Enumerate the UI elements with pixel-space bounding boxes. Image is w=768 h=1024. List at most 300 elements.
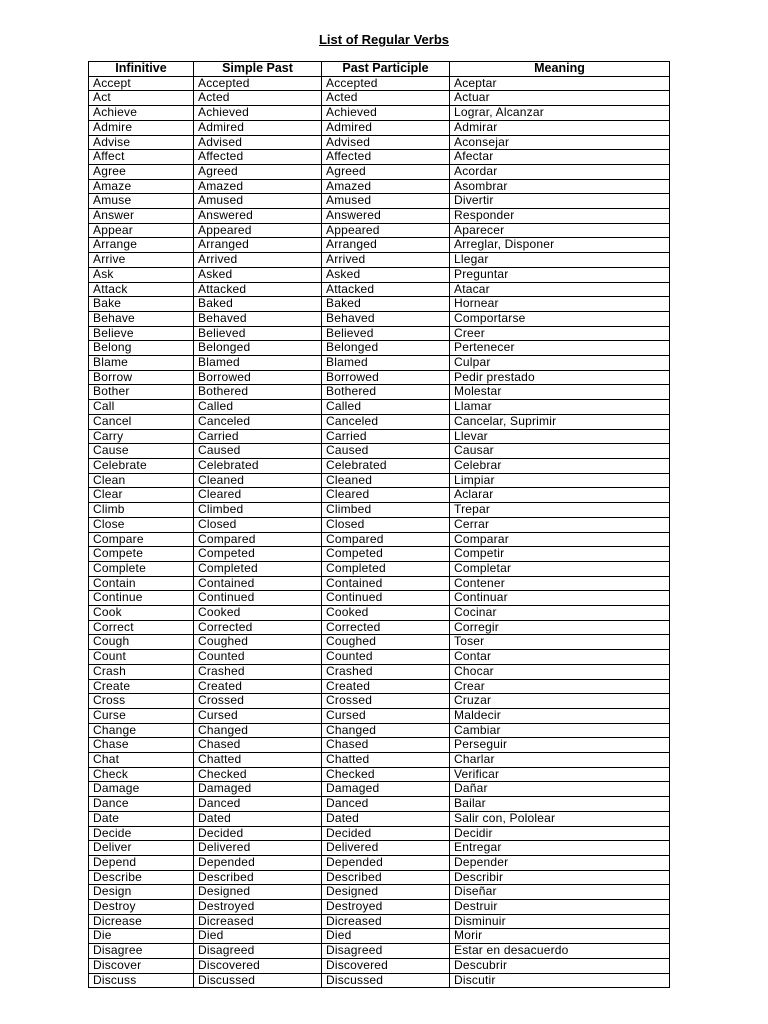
cell-infinitive: Cancel [89,414,194,429]
cell-infinitive: Call [89,400,194,415]
cell-infinitive: Admire [89,120,194,135]
cell-infinitive: Behave [89,311,194,326]
cell-simple-past: Destroyed [194,900,322,915]
cell-simple-past: Closed [194,517,322,532]
table-row [89,753,670,768]
table-row [89,958,670,973]
cell-simple-past: Danced [194,797,322,812]
cell-meaning: Trepar [450,503,670,518]
cell-past-participle: Crashed [322,664,450,679]
cell-past-participle: Answered [322,209,450,224]
cell-past-participle: Dated [322,811,450,826]
cell-infinitive: Decide [89,826,194,841]
table-row [89,179,670,194]
cell-past-participle: Delivered [322,841,450,856]
table-row [89,311,670,326]
table-row [89,606,670,621]
cell-simple-past: Blamed [194,356,322,371]
cell-past-participle: Believed [322,326,450,341]
cell-infinitive: Depend [89,855,194,870]
table-row [89,723,670,738]
cell-past-participle: Coughed [322,635,450,650]
header-infinitive: Infinitive [89,62,194,77]
cell-infinitive: Curse [89,708,194,723]
cell-past-participle: Celebrated [322,458,450,473]
cell-meaning: Toser [450,635,670,650]
cell-infinitive: Clear [89,488,194,503]
cell-past-participle: Climbed [322,503,450,518]
cell-past-participle: Asked [322,267,450,282]
cell-meaning: Cruzar [450,694,670,709]
cell-past-participle: Chased [322,738,450,753]
cell-infinitive: Create [89,679,194,694]
cell-meaning: Divertir [450,194,670,209]
table-row [89,297,670,312]
cell-infinitive: Dance [89,797,194,812]
cell-past-participle: Behaved [322,311,450,326]
cell-simple-past: Achieved [194,106,322,121]
cell-infinitive: Correct [89,620,194,635]
cell-infinitive: Compare [89,532,194,547]
cell-past-participle: Danced [322,797,450,812]
table-row [89,664,670,679]
cell-meaning: Pertenecer [450,341,670,356]
cell-infinitive: Amuse [89,194,194,209]
cell-meaning: Crear [450,679,670,694]
cell-meaning: Depender [450,855,670,870]
cell-simple-past: Arranged [194,238,322,253]
header-past-participle: Past Participle [322,62,450,77]
cell-meaning: Cancelar, Suprimir [450,414,670,429]
cell-meaning: Destruir [450,900,670,915]
cell-meaning: Aclarar [450,488,670,503]
cell-infinitive: Cough [89,635,194,650]
cell-infinitive: Cook [89,606,194,621]
cell-simple-past: Dated [194,811,322,826]
cell-past-participle: Achieved [322,106,450,121]
table-row [89,576,670,591]
cell-simple-past: Admired [194,120,322,135]
table-row [89,635,670,650]
cell-simple-past: Changed [194,723,322,738]
cell-meaning: Cerrar [450,517,670,532]
cell-infinitive: Close [89,517,194,532]
cell-simple-past: Borrowed [194,370,322,385]
cell-past-participle: Decided [322,826,450,841]
cell-simple-past: Cleared [194,488,322,503]
cell-simple-past: Checked [194,767,322,782]
cell-infinitive: Compete [89,547,194,562]
table-row [89,532,670,547]
table-row [89,76,670,91]
cell-past-participle: Cleaned [322,473,450,488]
table-row [89,253,670,268]
table-row [89,164,670,179]
table-row [89,900,670,915]
cell-simple-past: Canceled [194,414,322,429]
cell-simple-past: Called [194,400,322,415]
cell-past-participle: Blamed [322,356,450,371]
cell-infinitive: Amaze [89,179,194,194]
table-row [89,517,670,532]
table-row [89,870,670,885]
table-row [89,591,670,606]
table-row [89,326,670,341]
cell-meaning: Comparar [450,532,670,547]
cell-simple-past: Agreed [194,164,322,179]
table-row [89,385,670,400]
cell-infinitive: Accept [89,76,194,91]
table-row [89,238,670,253]
table-row [89,738,670,753]
cell-meaning: Atacar [450,282,670,297]
cell-infinitive: Climb [89,503,194,518]
cell-simple-past: Crossed [194,694,322,709]
cell-past-participle: Accepted [322,76,450,91]
cell-meaning: Dañar [450,782,670,797]
cell-simple-past: Disagreed [194,944,322,959]
table-row [89,561,670,576]
cell-meaning: Preguntar [450,267,670,282]
table-row [89,429,670,444]
cell-simple-past: Bothered [194,385,322,400]
cell-meaning: Charlar [450,753,670,768]
cell-meaning: Contar [450,650,670,665]
cell-simple-past: Coughed [194,635,322,650]
cell-simple-past: Continued [194,591,322,606]
cell-simple-past: Contained [194,576,322,591]
cell-simple-past: Behaved [194,311,322,326]
cell-infinitive: Clean [89,473,194,488]
table-row [89,106,670,121]
cell-simple-past: Appeared [194,223,322,238]
cell-infinitive: Chat [89,753,194,768]
cell-simple-past: Counted [194,650,322,665]
verbs-table [88,61,670,988]
cell-simple-past: Advised [194,135,322,150]
cell-past-participle: Amazed [322,179,450,194]
cell-simple-past: Amused [194,194,322,209]
title-text: List of Regular Verbs [318,32,450,47]
cell-infinitive: Check [89,767,194,782]
table-row [89,708,670,723]
table-row [89,547,670,562]
cell-infinitive: Achieve [89,106,194,121]
cell-meaning: Hornear [450,297,670,312]
cell-infinitive: Destroy [89,900,194,915]
cell-simple-past: Decided [194,826,322,841]
cell-meaning: Aceptar [450,76,670,91]
cell-meaning: Perseguir [450,738,670,753]
cell-simple-past: Chatted [194,753,322,768]
cell-past-participle: Discussed [322,973,450,988]
cell-meaning: Describir [450,870,670,885]
cell-infinitive: Celebrate [89,458,194,473]
cell-past-participle: Crossed [322,694,450,709]
table-row [89,855,670,870]
cell-past-participle: Compared [322,532,450,547]
cell-infinitive: Borrow [89,370,194,385]
cell-past-participle: Admired [322,120,450,135]
cell-infinitive: Ask [89,267,194,282]
cell-meaning: Descubrir [450,958,670,973]
cell-past-participle: Competed [322,547,450,562]
cell-past-participle: Died [322,929,450,944]
table-body [89,76,670,988]
cell-past-participle: Designed [322,885,450,900]
table-row [89,458,670,473]
cell-infinitive: Date [89,811,194,826]
cell-meaning: Celebrar [450,458,670,473]
table-row [89,341,670,356]
header-simple-past: Simple Past [194,62,322,77]
cell-past-participle: Contained [322,576,450,591]
cell-meaning: Competir [450,547,670,562]
cell-simple-past: Affected [194,150,322,165]
cell-infinitive: Describe [89,870,194,885]
header-meaning: Meaning [450,62,670,77]
cell-infinitive: Belong [89,341,194,356]
table-row [89,414,670,429]
cell-past-participle: Affected [322,150,450,165]
table-row [89,473,670,488]
cell-past-participle: Borrowed [322,370,450,385]
cell-meaning: Discutir [450,973,670,988]
cell-infinitive: Disagree [89,944,194,959]
cell-past-participle: Canceled [322,414,450,429]
table-row [89,679,670,694]
cell-meaning: Verificar [450,767,670,782]
cell-meaning: Llegar [450,253,670,268]
cell-simple-past: Competed [194,547,322,562]
cell-meaning: Morir [450,929,670,944]
cell-past-participle: Cleared [322,488,450,503]
cell-infinitive: Crash [89,664,194,679]
table-header-row [89,62,670,77]
table-row [89,194,670,209]
cell-simple-past: Accepted [194,76,322,91]
cell-meaning: Creer [450,326,670,341]
cell-meaning: Aconsejar [450,135,670,150]
cell-infinitive: Bake [89,297,194,312]
cell-infinitive: Dicrease [89,914,194,929]
cell-past-participle: Created [322,679,450,694]
cell-past-participle: Closed [322,517,450,532]
cell-infinitive: Affect [89,150,194,165]
cell-infinitive: Cause [89,444,194,459]
table-row [89,694,670,709]
table-row [89,282,670,297]
cell-past-participle: Bothered [322,385,450,400]
cell-simple-past: Caused [194,444,322,459]
table-row [89,120,670,135]
cell-meaning: Salir con, Pololear [450,811,670,826]
cell-simple-past: Compared [194,532,322,547]
cell-simple-past: Dicreased [194,914,322,929]
cell-past-participle: Completed [322,561,450,576]
cell-meaning: Comportarse [450,311,670,326]
cell-simple-past: Celebrated [194,458,322,473]
cell-meaning: Entregar [450,841,670,856]
cell-meaning: Llamar [450,400,670,415]
cell-meaning: Corregir [450,620,670,635]
table-row [89,797,670,812]
cell-meaning: Molestar [450,385,670,400]
cell-past-participle: Arrived [322,253,450,268]
cell-infinitive: Complete [89,561,194,576]
table-row [89,209,670,224]
cell-meaning: Acordar [450,164,670,179]
cell-simple-past: Created [194,679,322,694]
table-row [89,767,670,782]
cell-past-participle: Caused [322,444,450,459]
cell-simple-past: Attacked [194,282,322,297]
cell-infinitive: Agree [89,164,194,179]
cell-meaning: Causar [450,444,670,459]
cell-past-participle: Disagreed [322,944,450,959]
cell-simple-past: Corrected [194,620,322,635]
cell-infinitive: Chase [89,738,194,753]
cell-meaning: Chocar [450,664,670,679]
cell-infinitive: Cross [89,694,194,709]
table-row [89,944,670,959]
cell-past-participle: Attacked [322,282,450,297]
cell-past-participle: Discovered [322,958,450,973]
cell-infinitive: Blame [89,356,194,371]
cell-past-participle: Dicreased [322,914,450,929]
cell-meaning: Maldecir [450,708,670,723]
cell-past-participle: Checked [322,767,450,782]
cell-meaning: Lograr, Alcanzar [450,106,670,121]
cell-simple-past: Baked [194,297,322,312]
table-row [89,488,670,503]
cell-meaning: Limpiar [450,473,670,488]
cell-meaning: Decidir [450,826,670,841]
cell-meaning: Completar [450,561,670,576]
cell-simple-past: Described [194,870,322,885]
cell-infinitive: Appear [89,223,194,238]
cell-past-participle: Carried [322,429,450,444]
table-row [89,650,670,665]
table-row [89,503,670,518]
cell-past-participle: Counted [322,650,450,665]
table-row [89,91,670,106]
cell-infinitive: Carry [89,429,194,444]
cell-past-participle: Changed [322,723,450,738]
cell-meaning: Culpar [450,356,670,371]
cell-meaning: Afectar [450,150,670,165]
cell-simple-past: Cursed [194,708,322,723]
cell-meaning: Diseñar [450,885,670,900]
cell-past-participle: Described [322,870,450,885]
cell-past-participle: Amused [322,194,450,209]
cell-simple-past: Crashed [194,664,322,679]
cell-infinitive: Contain [89,576,194,591]
cell-past-participle: Belonged [322,341,450,356]
cell-past-participle: Baked [322,297,450,312]
cell-past-participle: Continued [322,591,450,606]
cell-meaning: Cocinar [450,606,670,621]
table-row [89,811,670,826]
cell-simple-past: Arrived [194,253,322,268]
cell-meaning: Bailar [450,797,670,812]
cell-meaning: Disminuir [450,914,670,929]
table-row [89,370,670,385]
cell-simple-past: Discovered [194,958,322,973]
cell-past-participle: Corrected [322,620,450,635]
cell-meaning: Admirar [450,120,670,135]
table-row [89,267,670,282]
cell-meaning: Cambiar [450,723,670,738]
cell-meaning: Estar en desacuerdo [450,944,670,959]
table-row [89,973,670,988]
cell-simple-past: Delivered [194,841,322,856]
table-row [89,620,670,635]
cell-simple-past: Chased [194,738,322,753]
cell-simple-past: Damaged [194,782,322,797]
cell-meaning: Actuar [450,91,670,106]
cell-infinitive: Continue [89,591,194,606]
table-row [89,885,670,900]
cell-infinitive: Arrange [89,238,194,253]
cell-past-participle: Arranged [322,238,450,253]
cell-infinitive: Deliver [89,841,194,856]
table-row [89,444,670,459]
cell-simple-past: Designed [194,885,322,900]
cell-meaning: Llevar [450,429,670,444]
cell-infinitive: Discover [89,958,194,973]
cell-simple-past: Belonged [194,341,322,356]
cell-simple-past: Cleaned [194,473,322,488]
cell-infinitive: Advise [89,135,194,150]
cell-meaning: Asombrar [450,179,670,194]
cell-infinitive: Change [89,723,194,738]
cell-infinitive: Act [89,91,194,106]
cell-meaning: Arreglar, Disponer [450,238,670,253]
cell-past-participle: Cursed [322,708,450,723]
table-row [89,356,670,371]
cell-simple-past: Amazed [194,179,322,194]
cell-past-participle: Damaged [322,782,450,797]
cell-simple-past: Asked [194,267,322,282]
cell-infinitive: Discuss [89,973,194,988]
cell-simple-past: Believed [194,326,322,341]
cell-past-participle: Destroyed [322,900,450,915]
cell-simple-past: Discussed [194,973,322,988]
cell-simple-past: Acted [194,91,322,106]
cell-simple-past: Cooked [194,606,322,621]
cell-simple-past: Depended [194,855,322,870]
table-row [89,826,670,841]
cell-meaning: Responder [450,209,670,224]
table-row [89,135,670,150]
cell-infinitive: Bother [89,385,194,400]
cell-infinitive: Answer [89,209,194,224]
cell-meaning: Aparecer [450,223,670,238]
cell-meaning: Pedir prestado [450,370,670,385]
table-row [89,223,670,238]
cell-meaning: Continuar [450,591,670,606]
cell-meaning: Contener [450,576,670,591]
cell-past-participle: Agreed [322,164,450,179]
table-row [89,782,670,797]
cell-infinitive: Count [89,650,194,665]
cell-past-participle: Depended [322,855,450,870]
table-row [89,400,670,415]
cell-infinitive: Arrive [89,253,194,268]
cell-infinitive: Die [89,929,194,944]
page-title [0,32,768,47]
